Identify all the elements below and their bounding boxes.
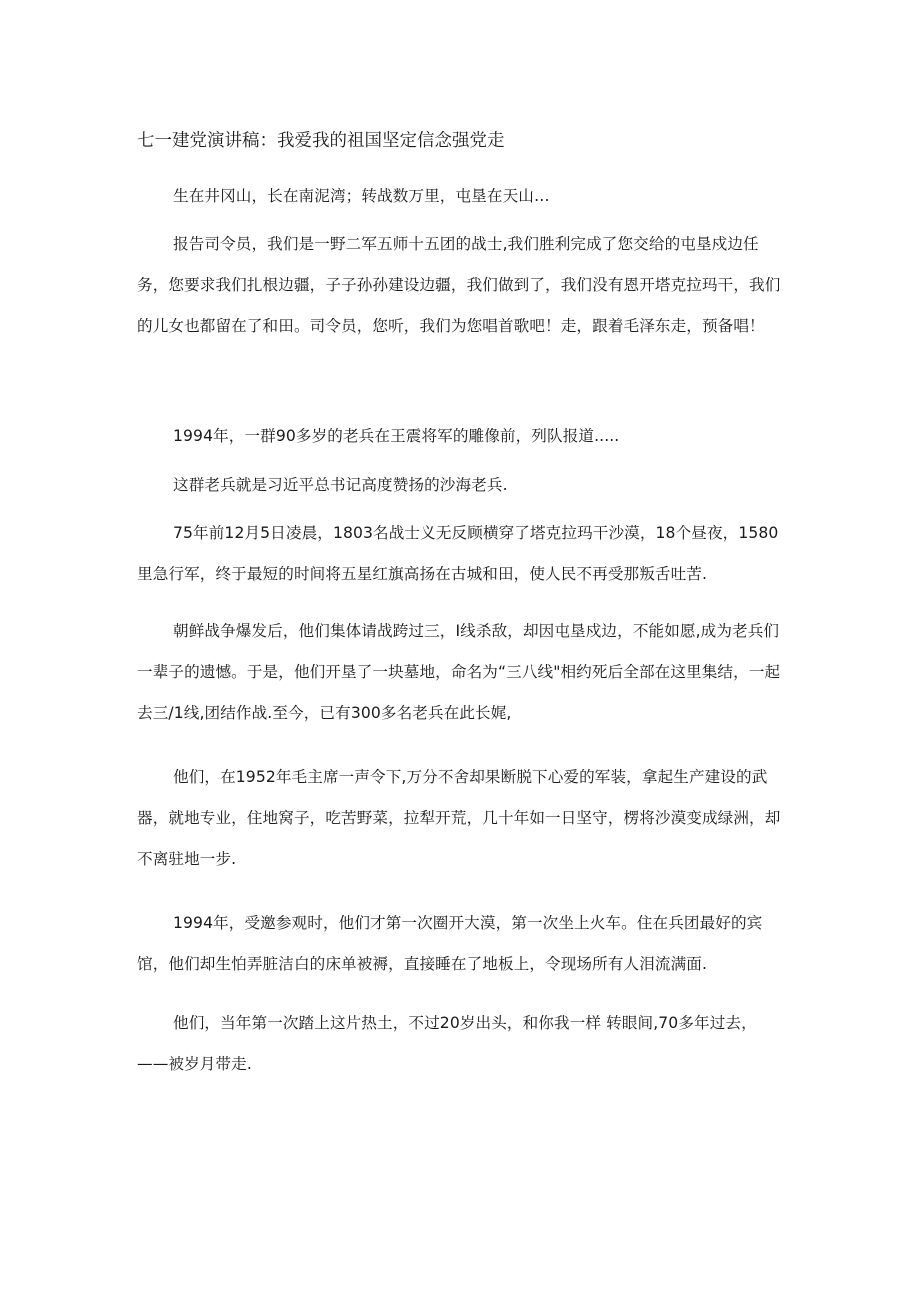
paragraph: 75年前12月5日凌晨，1803名战士义无反顾横穿了塔克拉玛干沙漠，18个昼夜，1580里急行军，终于最短的时间将五星红旗高扬在古城和田，使人民不再受那叛舌吐苦. bbox=[137, 524, 779, 583]
paragraph: 他们，当年第一次踏上这片热土，不过20岁出头，和你我一样 转眼间,70多年过去，——被岁月带走. bbox=[137, 1014, 757, 1073]
document-title: 七一建党演讲稿：我爱我的祖国坚定信念强党走 bbox=[137, 131, 505, 151]
paragraph: 生在井冈山，长在南泥湾；转战数万里，屯垦在天山… bbox=[173, 187, 550, 205]
paragraph: 1994年，受邀参观时，他们才第一次圈开大漠，第一次坐上火车。住在兵团最好的宾馆，他们却生怕弄脏洁白的床单被褥，直接睡在了地板上，令现场所有人泪流满面. bbox=[137, 914, 763, 973]
paragraph: 1994年，一群90多岁的老兵在王震将军的雕像前，列队报道..... bbox=[173, 427, 620, 445]
paragraph: 这群老兵就是习近平总书记高度赞扬的沙海老兵. bbox=[173, 476, 508, 494]
paragraph: 他们，在1952年毛主席一声令下,万分不舍却果断脱下心爱的军装，拿起生产建设的武器，就地专业，住地窝子，吃苦野菜，拉犁开荒，几十年如一日坚守，楞将沙漠变成绿洲，却不离驻地一步. bbox=[137, 768, 781, 868]
paragraph: 朝鲜战争爆发后，他们集体请战跨过三，I线杀敌，却因屯垦戍边，不能如愿,成为老兵们一辈子的遗憾。于是，他们开垦了一块墓地，命名为“三八线"相约死后全部在这里集结，一起去三/1线,团结作战.至今，已有300多名老兵在此长娓, bbox=[137, 622, 781, 722]
paragraph: 报告司令员，我们是一野二军五师十五团的战士,我们胜利完成了您交给的屯垦戍边任务，您要求我们扎根边疆，子子孙孙建设边疆，我们做到了，我们没有恩开塔克拉玛干，我们的儿女也都留在了和田。司令员，您听，我们为您唱首歌吧！走，跟着毛泽东走，预备唱！ bbox=[137, 235, 781, 335]
